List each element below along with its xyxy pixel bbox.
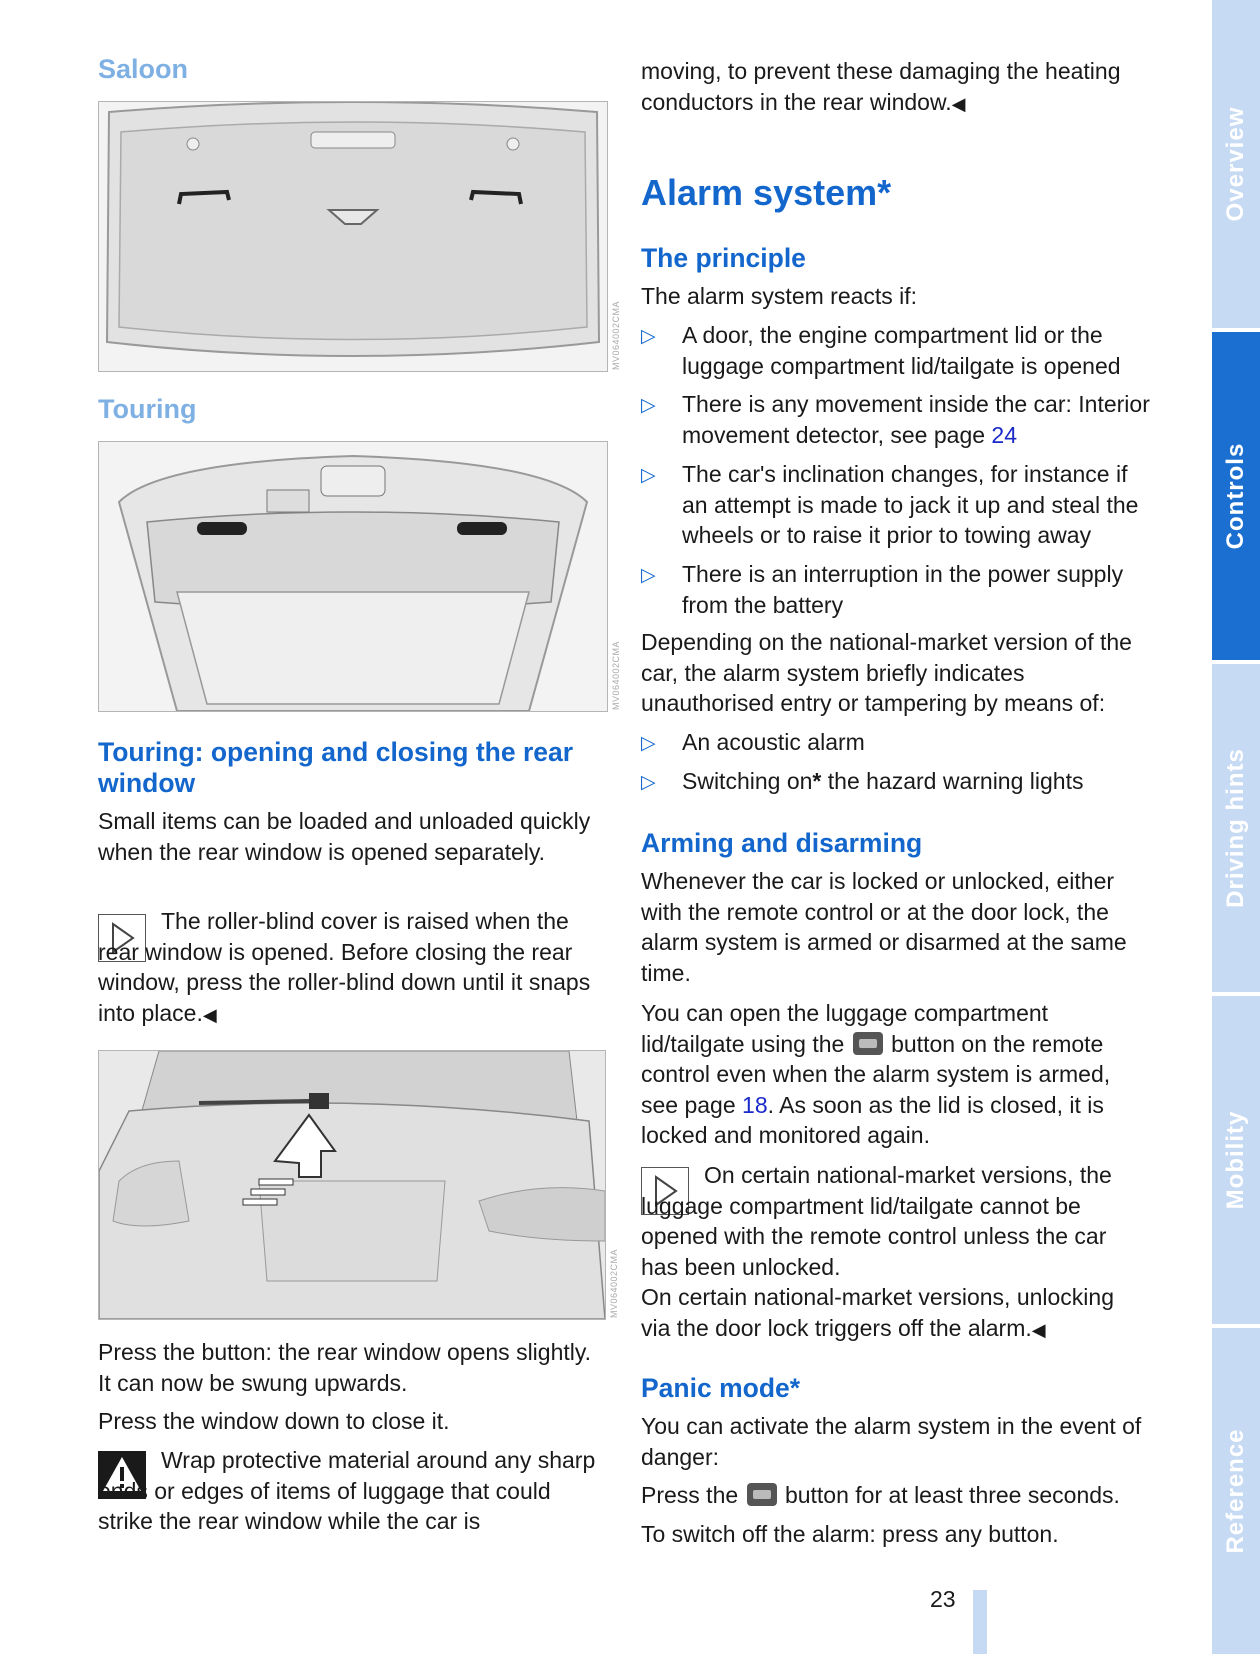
rear-window-heading: Touring: opening and closing the rear window: [98, 737, 574, 798]
press-panic-part: Press the: [641, 1482, 739, 1508]
bullet-triangle-icon: ▷: [641, 465, 656, 486]
saloon-lid-illustration: [98, 101, 608, 372]
list-item: [641, 459, 1152, 551]
page-number: 23: [930, 1586, 956, 1612]
tab-label: Controls: [1222, 442, 1249, 550]
page-number-bar: [973, 1590, 987, 1654]
section-sidebar: [1212, 0, 1260, 1654]
rear-window-intro: Small items can be loaded and unloaded quickly when the rear window is opened separately.: [98, 808, 591, 865]
saloon-heading: Saloon: [98, 54, 189, 84]
list-item: [641, 766, 1152, 797]
bullet-triangle-icon: ▷: [641, 565, 656, 586]
touring-heading: Touring: [98, 394, 197, 424]
bullet-triangle-icon: ▷: [641, 326, 656, 347]
switch-off-text: To switch off the alarm: press any button.: [641, 1521, 1059, 1547]
roller-note-text: The roller-blind cover is raised when the rear window is opened. Before closing the rear window, press the roller-blind down until it snaps into place.: [98, 908, 591, 1026]
list-item-text: The car's inclination changes, for instance if an attempt is made to jack it up and steal the wheels or to raise it prior to towing away: [682, 461, 1139, 548]
tailgate-button-icon: [853, 1032, 883, 1055]
page-link-24[interactable]: 24: [991, 421, 1018, 448]
continuation-body: moving, to prevent these damaging the heating conductors in the rear window.: [641, 58, 1121, 115]
press-button-text: Press the button: the rear window opens slightly. It can now be swung upwards.: [98, 1339, 592, 1396]
list-item: [641, 559, 1152, 620]
tab-label: Overview: [1222, 106, 1249, 222]
touring-figure-code: MV064002CMA: [611, 640, 621, 710]
open-lid-part: . As soon as the lid is closed, it is locked and monitored again.: [641, 1091, 1104, 1148]
press-panic-text: [641, 1480, 1149, 1511]
market-note-2: [641, 1282, 1149, 1345]
bullet-triangle-icon: ▷: [641, 395, 656, 416]
panic-button-icon: [747, 1483, 777, 1506]
arming-text: Whenever the car is locked or unlocked, either with the remote control or at the door lock, the alarm system is armed or disarmed at the same time.: [641, 868, 1127, 986]
list-item-text: There is any movement inside the car: Interior movement detector, see page: [682, 391, 1150, 448]
open-lid-part: button on the remote control even when the alarm system is armed, see page: [641, 1030, 1111, 1118]
list-item-text: A door, the engine compartment lid or the luggage compartment lid/tailgate is opened: [682, 322, 1121, 379]
tab-label: Mobility: [1222, 1110, 1249, 1210]
continuation-text: [641, 56, 1149, 119]
list-item-text: An acoustic alarm: [682, 729, 865, 755]
reacts-text: The alarm system reacts if:: [641, 283, 918, 309]
list-item: [641, 320, 1152, 381]
tab-controls[interactable]: [1212, 332, 1260, 660]
list-item-text: There is an interruption in the power supply from the battery: [682, 561, 1124, 618]
tab-reference[interactable]: [1212, 1328, 1260, 1654]
button-figure-code: MV064002CMA: [609, 1248, 619, 1318]
bullet-triangle-icon: ▷: [641, 733, 656, 754]
asterisk-mark: *: [812, 768, 822, 794]
saloon-figure-code: MV064002CMA: [611, 300, 621, 370]
touring-tailgate-illustration: [98, 441, 608, 712]
press-panic-part: button for at least three seconds.: [784, 1482, 1120, 1508]
warning-text: Wrap protective material around any sharp ends or edges of items of luggage that could strike the rear window while the car is: [98, 1447, 596, 1534]
market-note-1: On certain national-market versions, the luggage compartment lid/tailgate cannot be opened with the remote control unless the car has been unlocked.: [641, 1162, 1112, 1280]
end-mark-icon: ◀: [951, 93, 966, 114]
bullet-triangle-icon: ▷: [641, 772, 656, 793]
tab-mobility[interactable]: [1212, 996, 1260, 1324]
alarm-system-heading: Alarm system*: [641, 172, 892, 213]
tab-overview[interactable]: [1212, 0, 1260, 328]
principle-heading: The principle: [641, 243, 806, 273]
tab-driving-hints[interactable]: [1212, 664, 1260, 992]
page-link-18[interactable]: 18: [742, 1091, 768, 1118]
open-lid-text: [641, 998, 1149, 1151]
end-mark-icon: ◀: [1031, 1319, 1046, 1340]
market-note-2-text: On certain national-market versions, unlocking via the door lock triggers off the alarm.: [641, 1284, 1115, 1341]
panic-text: You can activate the alarm system in the event of danger:: [641, 1413, 1142, 1470]
panic-heading: Panic mode*: [641, 1373, 801, 1403]
tab-label: Driving hints: [1222, 748, 1249, 908]
depending-text: Depending on the national-market version of the car, the alarm system briefly indicates unauthorised entry or tampering by means of:: [641, 629, 1132, 716]
list-item: [641, 389, 1152, 450]
list-item: [641, 727, 1152, 758]
rear-window-button-illustration: [98, 1050, 606, 1320]
tab-label: Reference: [1222, 1428, 1249, 1554]
open-lid-part: You can open the luggage compartment lid/tailgate using the: [641, 1000, 1049, 1057]
roller-blind-note: [98, 906, 606, 1030]
end-mark-icon: ◀: [202, 1004, 217, 1025]
list-item-text: Switching on: [682, 768, 813, 794]
arming-heading: Arming and disarming: [641, 828, 923, 858]
list-item-text: the hazard warning lights: [827, 768, 1084, 794]
press-down-text: Press the window down to close it.: [98, 1408, 450, 1434]
